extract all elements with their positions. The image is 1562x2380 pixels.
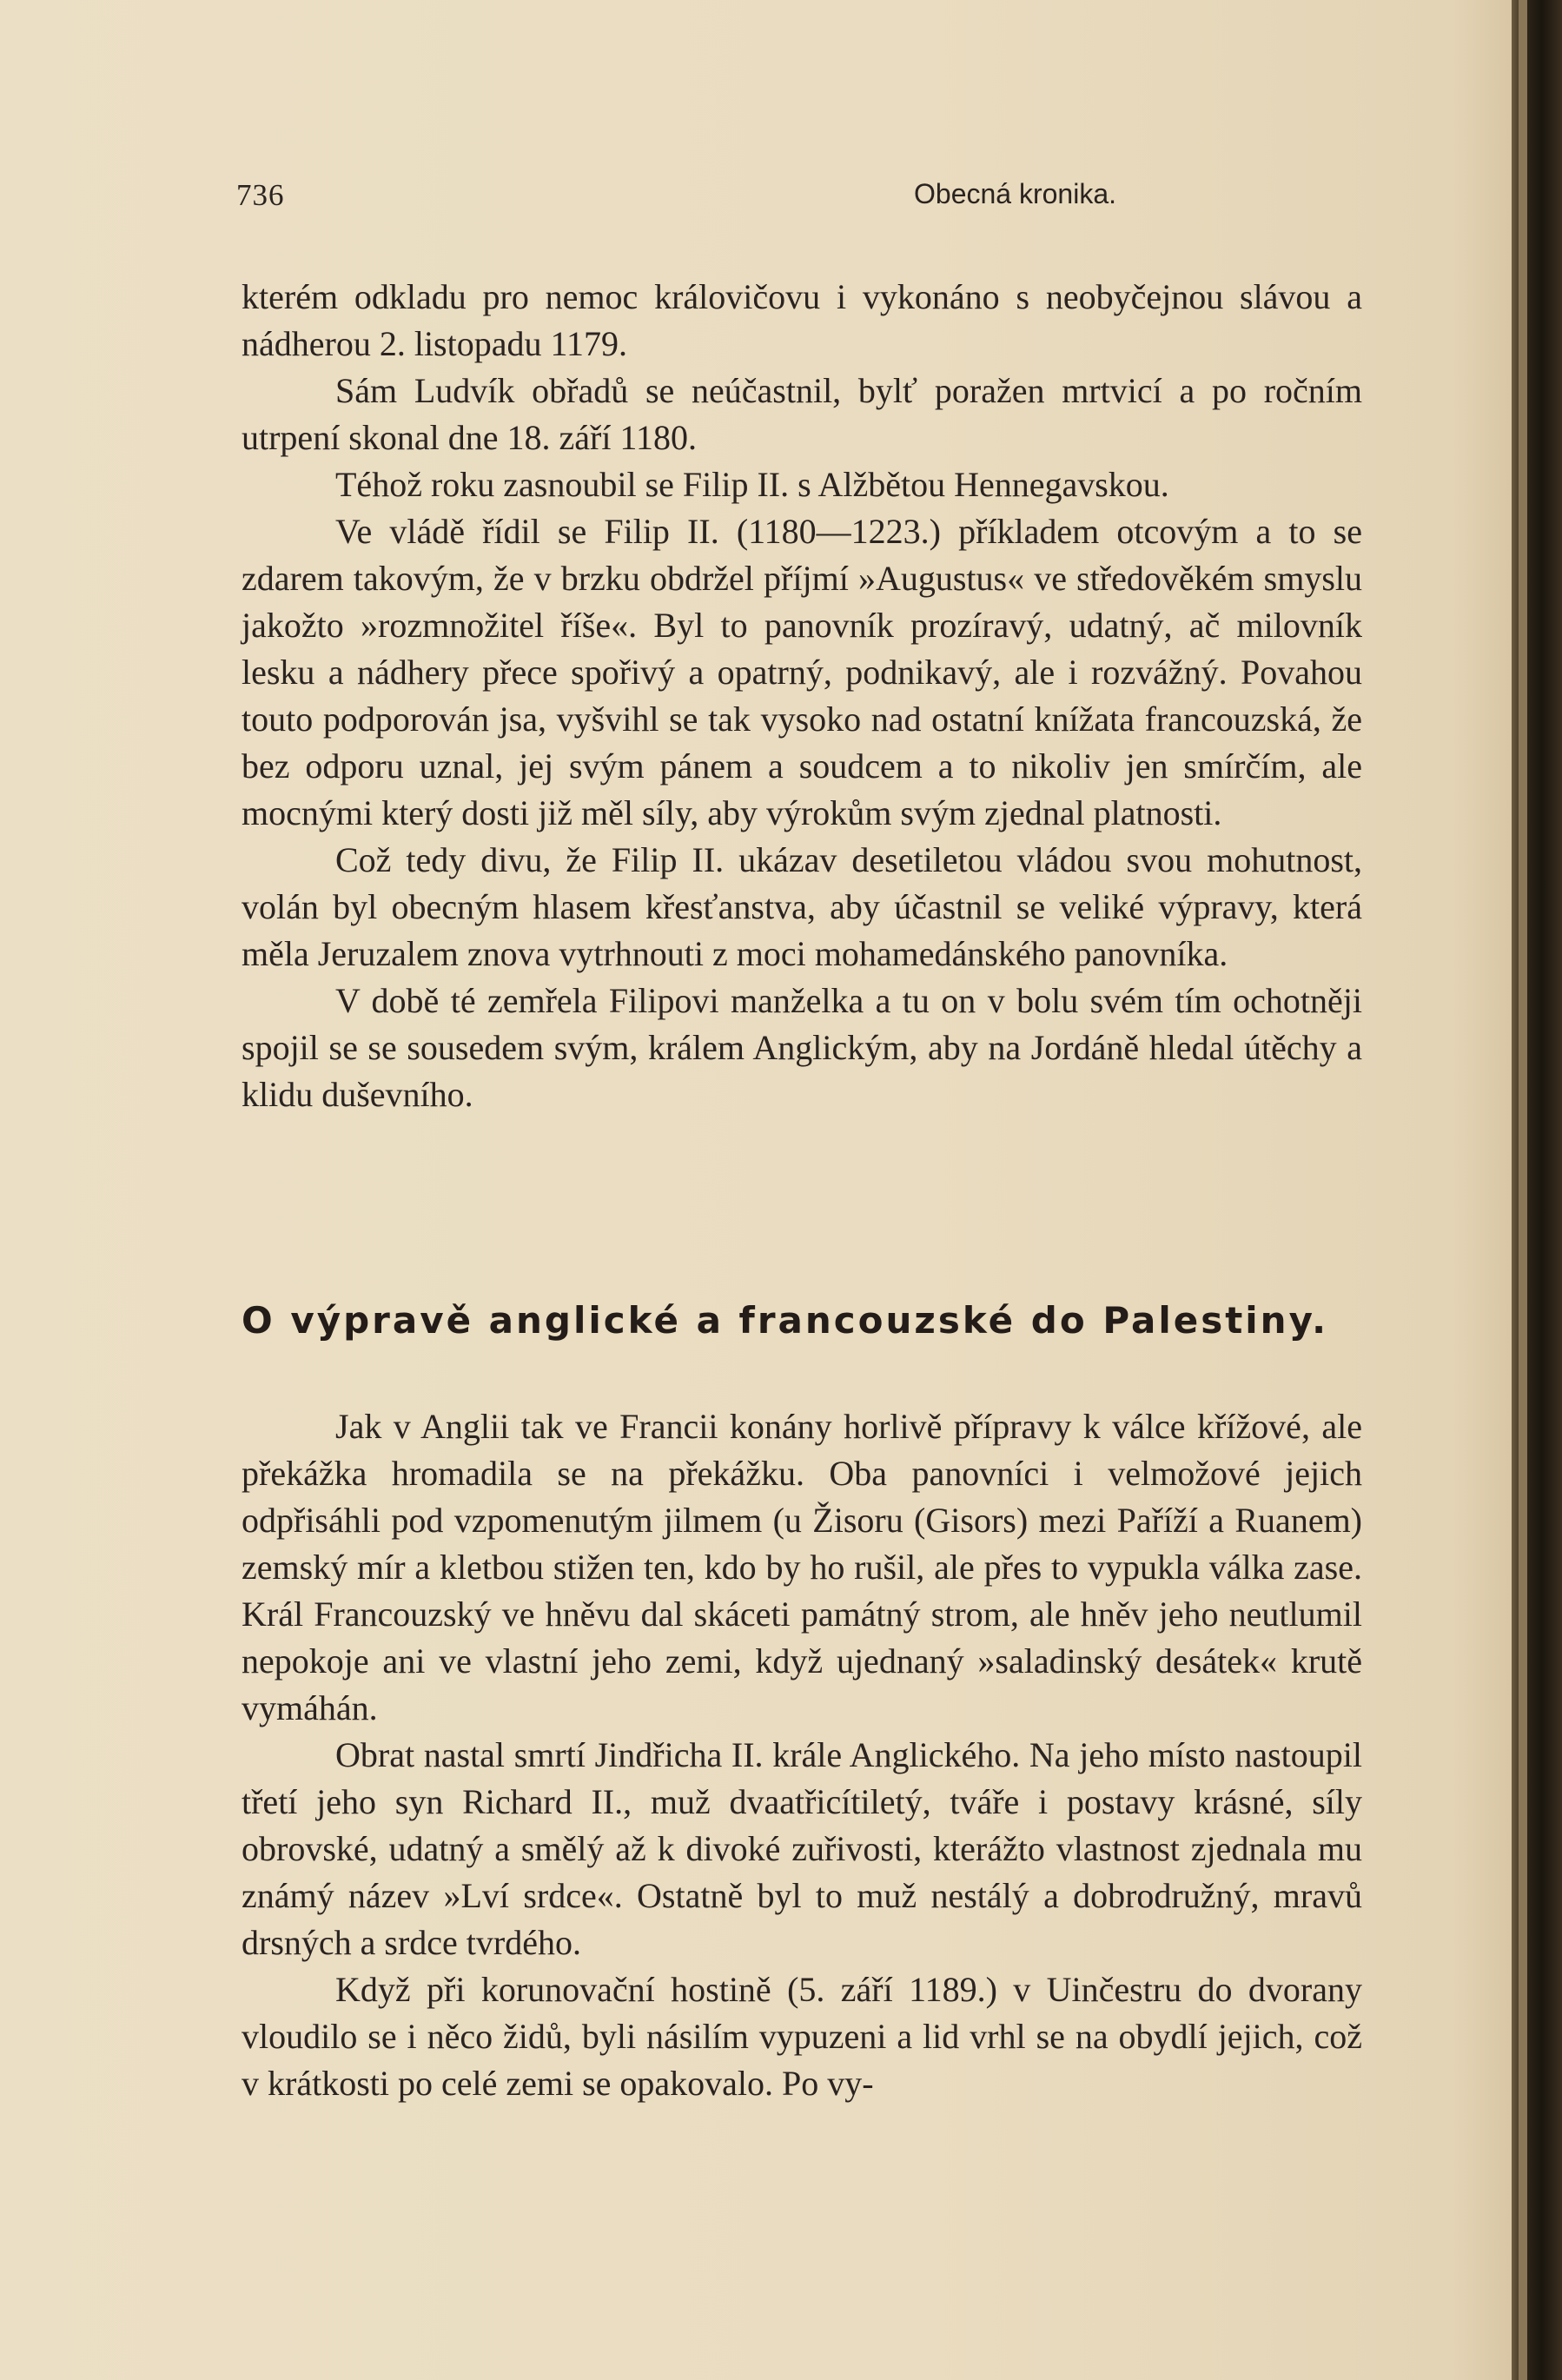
running-title: Obecná kronika. (914, 178, 1117, 209)
paragraph: Sám Ludvík obřadů se neúčastnil, bylť poražen mrtvicí a po ročním utrpení skonal dne 18. září 1180. (242, 371, 1362, 457)
book-spine-strip (1519, 0, 1527, 2380)
paragraph: Když při korunovační hostině (5. září 1189.) v Uinčestru do dvorany vloudilo se i něco židů, byli násilím vypuzeni a lid vrhl se na obydlí jejich, což v krátkosti po celé zemi se opakovalo. Po vy- (242, 1970, 1362, 2103)
paragraph: Jak v Anglii tak ve Francii konány horlivě přípravy k válce křížové, ale překážka hromadila se na překážku. Oba panovníci i velmožové jejich odpřisáhli pod vzpomenutým jilmem (u Žisoru (Gisors) mezi Paříží a Ruanem) zemský mír a kletbou stižen ten, kdo by ho rušil, ale přes to vypukla válka zase. Král Francouzský ve hněvu dal skáceti památný strom, ale hněv jeho neutlumil nepokoje ani ve vlastní jeho zemi, když ujednaný »saladinský desátek« krutě vymáhán. (242, 1407, 1362, 1727)
paragraph: kterém odkladu pro nemoc královičovu i vykonáno s neobyčejnou slávou a nádherou 2. listopadu 1179. (242, 277, 1362, 363)
paragraph: Ve vládě řídil se Filip II. (1180—1223.) příkladem otcovým a to se zdarem takovým, že v brzku obdržel příjmí »Augustus« ve středověkém smyslu jakožto »rozmnožitel říše«. Byl to panovník prozíravý, udatný, ač milovník lesku a nádhery přece spořivý a opatrný, podnikavý, ale i rozvážný. Povahou touto podporován jsa, vyšvihl se tak vysoko nad ostatní knížata francouzská, že bez odporu uznal, jej svým pánem a soudcem a to nikoliv jen smírčím, ale mocnými který dosti již měl síly, aby výrokům svým zjednal platnosti. (242, 512, 1362, 832)
section-heading: O výpravě anglické a francouzské do Palestiny. (242, 1299, 1329, 1342)
page-number: 736 (236, 178, 285, 212)
page-header (236, 178, 1366, 218)
paragraph: Téhož roku zasnoubil se Filip II. s Alžbětou Hennegavskou. (335, 465, 1169, 504)
paragraph: Což tedy divu, že Filip II. ukázav desetiletou vládou svou mohutnost, volán byl obecným hlasem křesťanstva, aby účastnil se veliké výpravy, která měla Jeruzalem znova vytrhnouti z moci mohamedánského panovníka. (242, 840, 1362, 973)
paragraph: V době té zemřela Filipovi manželka a tu on v bolu svém tím ochotněji spojil se se sousedem svým, králem Anglickým, aby na Jordáně hledal útěchy a klidu duševního. (242, 981, 1362, 1114)
body-text-section-2 (242, 1403, 1362, 2107)
paragraph: Obrat nastal smrtí Jindřicha II. krále Anglického. Na jeho místo nastoupil třetí jeho syn Richard II., muž dvaatřicítiletý, tváře i postavy krásné, síly obrovské, udatný a smělý až k divoké zuřivosti, kterážto vlastnost zjednala mu známý název »Lví srdce«. Ostatně byl to muž nestálý a dobrodružný, mravů drsných a srdce tvrdého. (242, 1735, 1362, 1962)
body-text-section-1 (242, 274, 1362, 1118)
